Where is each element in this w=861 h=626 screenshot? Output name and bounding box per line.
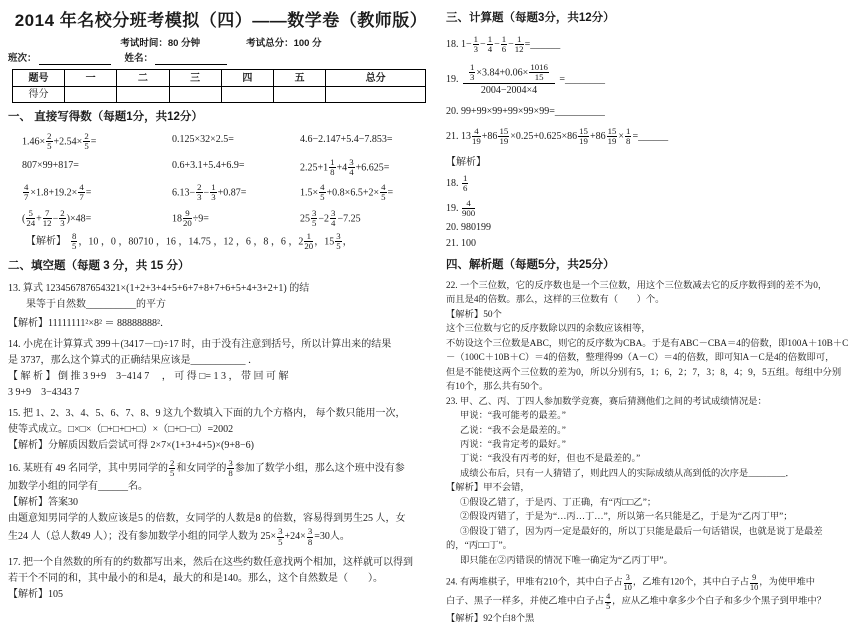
class-label: 班次：: [8, 52, 37, 64]
question-20: 20. 99+99×99+99×99×99=__________: [446, 106, 605, 118]
question-13-line2: 果等于自然数__________的平方: [26, 298, 166, 310]
question-17: 17. 把一个自然数的所有的约数都写出来，然后在这些约数任意找两个相加，这样就可以得到: [8, 556, 413, 568]
question-23-analysis-case3: ③假设丁错了，因为丙一定是最好的，所以丁只能是最后一句话错误，也就是说丁是最差: [460, 526, 823, 537]
question-22-line2: 而且是4的倍数。那么，这样的三位数有（ ）个。: [446, 295, 665, 306]
exam-time: 考试时间：80 分钟: [120, 37, 201, 49]
problem-5: 0.6+3.1+5.4+6.9=: [172, 159, 245, 171]
section-1-heading: 一、 直接写得数（每题1分，共12分）: [8, 111, 203, 123]
question-16: 16. 某班有 49 名同学，其中男同学的 $\frac{2}{5}$ 和女同学的 $\frac{3}{8}$ 参加了数学小组，那么这个班中没有参: [8, 457, 405, 479]
problem-12: 25 $\frac{3}{5}$ −2 $\frac{3}{4}$ −7.25: [300, 207, 361, 228]
answer-20: 20. 980199: [446, 221, 491, 233]
question-24-line2: 白子、黑子一样多，并使乙堆中白子占 $\frac{4}{5}$ ，应从乙堆中拿多少个白子和多少个黑子到甲堆中？: [446, 592, 826, 611]
question-23-statement-bing: 丙说：“我肯定考的最好。”: [460, 440, 566, 450]
question-16-analysis: 【解析】答案30: [8, 497, 78, 509]
question-16-analysis-line2: 由题意知男同学的人数应该是5 的倍数，女同学的人数是8 的倍数，容易得到男生25 人，女: [8, 513, 406, 525]
question-23-analysis-case3-line2: 的，“丙□□丁”。: [446, 541, 512, 552]
question-14-line2: 是 3737，那么这个算式的正确结果应该是___________ ．: [8, 354, 258, 366]
section-3-heading: 三、计算题（每题3分，共12分）: [446, 12, 615, 24]
section-1-answers: $\frac{8}{5}$ ，10 ，0 ，80710 ，16 ，14.75 ，12 ，6 ，8 ，6 ，2 $\frac{1}{20}$ ，15 $\frac{3}{5}$ ，: [72, 231, 353, 252]
score-table-cell: 题号: [13, 70, 65, 87]
question-18: 18. 1− $\frac{1}{3}$ − $\frac{1}{4}$ − $\frac{1}{6}$ − $\frac{1}{12}$ =______: [446, 34, 561, 55]
problem-2: 0.125×32×2.5=: [172, 134, 234, 146]
question-17-line2: 若干个不同的和，其中最小的和是4，最大的和是140。那么，这个自然数是（ ）。: [8, 572, 383, 584]
question-22-analysis-line4: －（100C＋10B＋C）＝4的倍数，整理得99（A－C）＝4的倍数，即可知A－C是4的倍数即可，: [446, 353, 835, 364]
question-23-analysis-case2: ②假设丙错了，于是为“…丙…丁…”，所以第一名只能是乙，于是为“乙丙丁甲”；: [460, 512, 793, 523]
question-22-analysis-line3: 不妨设这个三位数是ABC，则它的反序数为CBA。于是有ABC－CBA＝4的倍数，即100A＋10B＋C: [446, 338, 849, 349]
question-15-analysis: 【解析】分解质因数后尝试可得 2×7×(1+3+4+5)×(9+8−6): [8, 439, 254, 451]
score-table-cell: 三: [169, 70, 221, 87]
question-23-analysis-conclusion: 即只能在②丙错误的情况下唯一确定为“乙丙丁甲”。: [460, 555, 673, 566]
question-13-analysis: 【解析】11111111²×8² ＝ 88888888²．: [8, 317, 171, 329]
question-22-analysis-line5: 但是不能使这两个三位数的差为0，所以分别有5，1；6，2；7，3；8，4；9，5五组。每组中分别: [446, 367, 842, 378]
question-21: 21. 13 $\frac{4}{19}$ +86 $\frac{15}{19}$ ×0.25+0.625×86 $\frac{15}{19}$ +86 $\frac{15}{19}$ × $\frac{1}{8}$ =______: [446, 126, 669, 147]
section-3-analysis-label: 【解析】: [446, 156, 486, 168]
problem-8: 6.13− $\frac{2}{3}$ − $\frac{1}{3}$ +0.87=: [172, 182, 247, 203]
question-19-denominator: 2004−2004×4: [480, 85, 538, 97]
question-19: [446, 63, 854, 96]
question-17-analysis: 【解析】105: [8, 588, 63, 600]
question-23: 23. 甲、乙、丙、丁四人参加数学竞赛，赛后猜测他们之间的考试成绩情况是：: [446, 396, 767, 407]
question-23-analysis: 【解析】甲不会错，: [446, 483, 530, 494]
score-table-header-row: [13, 70, 426, 87]
score-table-empty-cell: [65, 87, 117, 103]
exam-info: [8, 37, 434, 51]
question-16-analysis-line3: 生24 人（总人数49 人）；没有参加数学小组的同学人数为 25× $\frac{3}{5}$ +24× $\frac{3}{8}$ =30人。: [8, 526, 350, 547]
class-blank-field: [39, 55, 111, 65]
problem-9: 1.5× $\frac{4}{5}$ +0.8×6.5+2× $\frac{4}{5}$ =: [300, 182, 394, 203]
problem-6: 2.25+1 $\frac{1}{8}$ +4 $\frac{3}{4}$ +6.625=: [300, 156, 390, 177]
answer-19: 19. $\frac{4}{900}$: [446, 198, 476, 219]
score-table: [12, 69, 426, 103]
problem-1: 1.46× $\frac{2}{5}$ +2.54× $\frac{2}{5}$ =: [22, 131, 97, 152]
question-19-fraction: [463, 63, 555, 96]
left-column: [8, 4, 434, 602]
question-23-statement-jia: 甲说：“我可能考的最差。”: [460, 411, 566, 422]
exam-total-score: 考试总分：100 分: [246, 37, 322, 49]
question-23-analysis-case1: ①假设乙错了，于是丙、丁正确，有“丙□□乙”；: [460, 497, 657, 508]
score-table-cell: 五: [274, 70, 326, 87]
question-22-analysis: 【解析】50个: [446, 309, 502, 320]
question-15-line2: 使等式成立。□×□×（□+□+□+□）×（□+□−□）=2002: [8, 423, 234, 435]
question-14-analysis: 【 解 析 】 倒 推 3 9+9 3−414 7 ， 可 得 □= 1 3 ， 带 回 可 解: [8, 370, 289, 382]
question-24: 24. 有两堆棋子，甲堆有210个，其中白子占 $\frac{3}{10}$ ，乙堆有120个，其中白子占 $\frac{9}{10}$ ，为使甲堆中: [446, 573, 816, 592]
problem-3: 4.6−2.147+5.4−7.853=: [300, 134, 393, 146]
analysis-label: 【解析】: [26, 236, 66, 248]
question-14: 14. 小虎在计算算式 399＋(3417－□)÷17 时，由于没有注意到括号，所以计算出来的结果: [8, 338, 392, 350]
problem-10: ( $\frac{5}{24}$ + $\frac{7}{12}$ − $\frac{2}{3}$ )×48=: [22, 207, 92, 228]
score-table-empty-cell: [326, 87, 426, 103]
score-table-empty-cell: [117, 87, 169, 103]
question-19-blank: =________: [559, 73, 606, 85]
question-22: 22. 一个三位数，它的反序数也是一个三位数，用这个三位数减去它的反序数得到的差不为0，: [446, 280, 828, 291]
score-table-cell: 总分: [326, 70, 426, 87]
problem-4: 807×99+817=: [22, 159, 79, 171]
name-label: 姓名：: [124, 52, 154, 64]
question-13: 13. 算式 123456787654321×(1+2+3+4+5+6+7+8+7+6+5+4+3+2+1) 的结: [8, 282, 310, 294]
student-id-line: [8, 52, 434, 66]
score-table-cell: 二: [117, 70, 169, 87]
question-14-analysis-line2: 3 9+9 3−4343 7: [8, 386, 80, 398]
question-16-line2: 加数学小组的同学有______名。: [8, 481, 148, 493]
name-blank-field: [155, 55, 227, 65]
question-23-statement-yi: 乙说：“我不会是最差的。”: [460, 425, 566, 436]
question-19-numerator: $\frac{1}{3}$ ×3.84+0.06× $\frac{1016}{15}$: [463, 63, 555, 84]
score-table-cell: 四: [221, 70, 273, 87]
section-2-heading: 二、填空题（每题 3 分，共 15 分）: [8, 259, 190, 272]
score-table-cell: 一: [65, 70, 117, 87]
score-table-empty-cell: [169, 87, 221, 103]
score-table-empty-cell: [221, 87, 273, 103]
section-1-problems: [8, 132, 434, 228]
page-title: 2014 年名校分班考模拟（四）——数学卷（教师版）: [14, 11, 428, 30]
question-23-line2: 成绩公布后，只有一人猜错了，则此四人的实际成绩从高到低的次序是________．: [460, 468, 795, 479]
section-1-analysis: [26, 232, 434, 251]
answer-21: 21. 100: [446, 237, 476, 249]
question-23-statement-ding: 丁说：“我没有丙考的好，但也不是最差的。”: [460, 454, 641, 465]
question-24-analysis: 【解析】92个白8个黑: [446, 613, 535, 624]
right-column: [446, 4, 854, 626]
problem-11: 18 $\frac{9}{20}$ ÷9=: [172, 207, 209, 228]
question-19-number: 19.: [446, 73, 459, 85]
problem-7: $\frac{4}{7}$ ×1.8+19.2× $\frac{4}{7}$ =: [24, 182, 92, 203]
question-15: 15. 把 1、2、3、4、5、6、7、8、9 这九个数填入下面的九个方格内， 每个数只能用一次，: [8, 407, 406, 419]
question-22-analysis-line6: 有10个，那么共有50个。: [446, 382, 549, 393]
score-table-score-row: [13, 87, 426, 103]
score-table-cell: 得分: [13, 87, 65, 103]
section-4-heading: 四、解析题（每题5分，共25分）: [446, 258, 615, 271]
score-table-empty-cell: [274, 87, 326, 103]
question-22-analysis-line2: 这个三位数与它的反序数除以四的余数应该相等，: [446, 324, 651, 335]
answer-18: 18. $\frac{1}{6}$: [446, 172, 468, 193]
